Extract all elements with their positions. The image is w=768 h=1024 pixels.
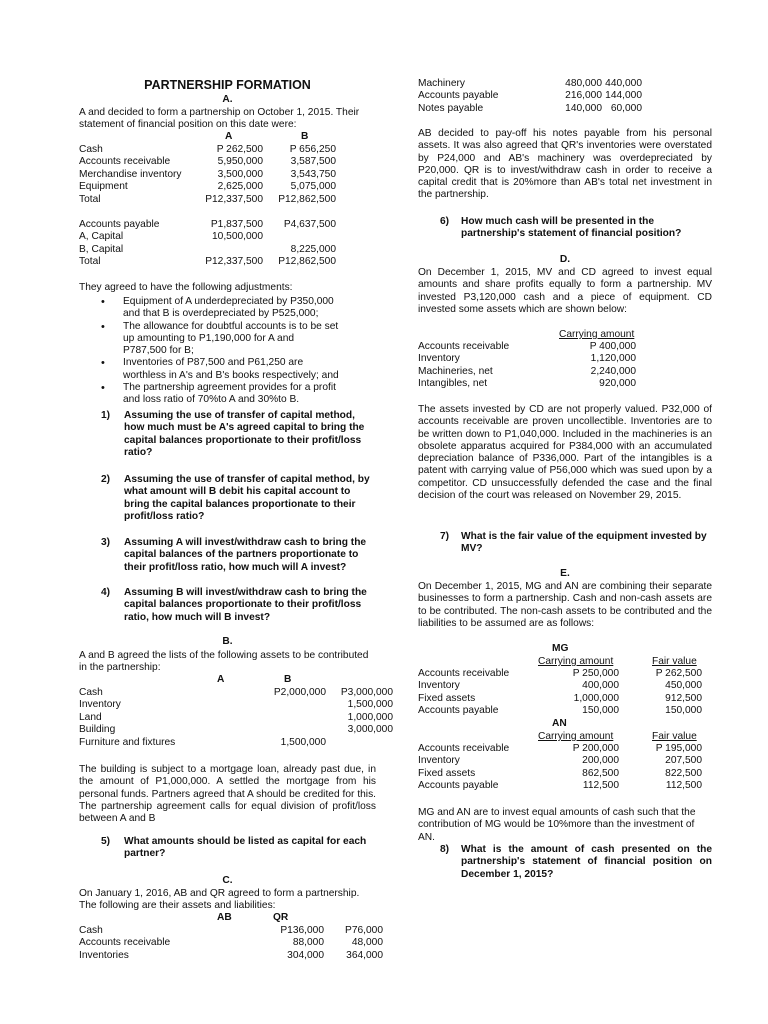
table-row [79,169,376,181]
table-row [79,181,376,193]
row-value-b: 60,000 [610,102,642,114]
row-label: Inventory [418,755,460,767]
row-value-b: 912,500 [665,692,702,704]
table-row [418,743,712,755]
row-value-b: 364,000 [346,949,383,961]
section-c-table-part1 [79,912,383,972]
question-text: What amounts should be listed as capital for each partner? [124,836,367,860]
question-text: What is the fair value of the equipment invested by MV? [461,531,707,555]
col-header-qr: QR [273,912,289,923]
table-row [418,680,712,692]
row-label: Accounts payable [79,219,160,230]
row-value-b: 112,500 [665,780,702,792]
adjustment-item: • Equipment of A underdepreciated by P350,000 and that B is overdepreciated by P525,000; [79,296,339,321]
section-b-paragraph: The building is subject to a mortgage loan, already past due, in the amount of P1,000,000. A settled the mortgage from his personal funds. Partners agreed that A should be credited for this. The partnership agreement calls for equal division of profit/loss between A and B [79,764,376,825]
table-row [418,378,712,390]
row-value-a: P 262,500 [216,144,263,155]
table-row [418,341,712,353]
row-value-a: P2,000,000 [273,687,326,698]
row-label: Inventory [79,699,121,711]
question-number: 4) [101,587,111,598]
section-a-label: A. [222,94,233,105]
row-value-b: 144,000 [605,90,642,102]
an-heading: AN [552,718,567,729]
row-value-a: 2,625,000 [217,181,263,193]
row-label: Total [79,193,101,205]
table-row [79,244,376,256]
section-c-paragraph: AB decided to pay-off his notes payable from his personal assets. It was also agreed that QR's inventories were overstated by P24,000 and AB's machinery was overdepreciated by P20,000. QR is to invest/withdraw cash in order to receive a capital credit that is 20%more than AB's total net investment in the partnership. [418,128,712,201]
question-number: 3) [101,537,111,548]
col-header-fair: Fair value [652,731,697,742]
section-b-table [79,674,393,754]
col-header-b: B [284,674,292,685]
table-row [418,103,712,115]
row-value-b: 3,587,500 [290,156,336,168]
row-value-b: 3,543,750 [290,168,336,180]
row-value-a: 200,000 [582,755,619,767]
table-row [418,780,712,792]
table-row [79,256,376,268]
table-row [418,668,712,680]
row-label: Accounts payable [418,705,499,717]
row-value-a: P 200,000 [572,743,619,754]
row-value-b: 1,000,000 [347,711,393,723]
question-text: What is the amount of cash presented on the partnership's statement of financial position on December 1, 2015? [461,844,712,880]
adjustment-item: • The partnership agreement provides for a profit and loss ratio of 70%to A and 30%to B. [79,382,339,407]
table-row [79,231,376,243]
table-row [418,366,712,378]
page-title: PARTNERSHIP FORMATION [144,78,311,92]
section-e-label: E. [560,568,570,579]
row-label: Accounts receivable [418,743,510,754]
row-value-b: 48,000 [351,937,383,949]
row-label: Accounts receivable [418,668,510,679]
row-value-a: 400,000 [582,680,619,692]
row-label: Building [79,724,116,736]
row-value-b: P76,000 [345,925,383,936]
row-value-a: P12,337,500 [205,256,263,268]
row-label: Cash [79,925,103,936]
row-label: Inventories [79,949,129,961]
row-label: Accounts payable [418,90,499,102]
section-b-label: B. [222,636,233,647]
row-label: Intangibles, net [418,378,488,390]
table-row [79,144,376,156]
row-label: Accounts receivable [79,937,171,949]
section-b-intro: A and B agreed the lists of the following assets to be contributed in the partnership: [79,650,369,674]
row-label: Merchandise inventory [79,168,182,180]
row-value-b: P3,000,000 [340,687,393,698]
row-value-a: P136,000 [280,925,324,936]
row-label: Accounts receivable [79,156,171,168]
section-e-intro: On December 1, 2015, MG and AN are combining their separate businesses to form a partnership. Cash and non-cash assets are to be contributed. The non-cash assets to be contributed and the liabilities to be assumed are as follows: [418,581,712,629]
section-e-table [418,643,712,803]
row-value-b: 1,500,000 [347,699,393,711]
table-row [418,78,712,90]
col-header-a: A [217,674,225,685]
row-value-v: P 400,000 [589,341,636,352]
row-value-v: 2,240,000 [590,365,636,377]
question-text: How much cash will be presented in the partnership's statement of financial position? [461,216,682,240]
row-label: Total [79,256,101,268]
row-value-b: P12,862,500 [278,256,336,268]
row-value-a: 304,000 [287,949,324,961]
question-number: 1) [101,410,111,421]
section-d-table [418,329,712,391]
row-value-a: 480,000 [565,78,602,89]
adjustments-intro: They agreed to have the following adjustments: [79,282,293,293]
table-row [79,194,376,206]
row-label: Accounts receivable [418,341,510,352]
section-a-table [79,131,376,271]
table-row [418,353,712,365]
row-value-b: 3,000,000 [347,724,393,736]
row-value-a: 5,950,000 [217,156,263,168]
table-row [79,737,376,749]
row-value-a: 112,500 [582,780,619,792]
row-label: Machineries, net [418,365,493,377]
section-d-intro: On December 1, 2015, MV and CD agreed to invest equal amounts and share profits equally to form a partnership. MV invested P3,120,000 cash and a piece of equipment. CD invested some assets which are shown below: [418,267,712,315]
row-value-b: P 195,000 [655,743,702,754]
row-value-v: 1,120,000 [590,353,636,365]
section-c-label: C. [222,875,233,886]
row-value-a: 216,000 [565,90,602,102]
row-value-b: 150,000 [665,705,702,717]
table-row [79,156,376,168]
row-value-v: 920,000 [599,378,636,390]
row-value-a: P12,337,500 [205,193,263,205]
table-row [418,768,712,780]
row-label: Notes payable [418,102,484,114]
question-number: 8) [440,844,450,855]
row-value-a: 140,000 [565,102,602,114]
table-row [79,937,383,949]
table-row [418,693,712,705]
question-number: 6) [440,216,450,227]
col-header-b: B [301,131,309,142]
row-label: Furniture and fixtures [79,736,176,748]
row-label: B, Capital [79,243,124,255]
row-label: Machinery [418,78,465,89]
row-value-a: 88,000 [292,937,324,949]
table-row [79,949,383,962]
col-header-carrying: Carrying amount [538,656,614,667]
question-text: Assuming B will invest/withdraw cash to bring the capital balances proportionate to their profit/loss ratio, how much will B invest? [124,587,367,623]
row-label: Equipment [79,181,128,193]
section-d-paragraph: The assets invested by CD are not properly valued. P32,000 of accounts receivable are proven uncollectible. Inventories are to be written down to P1,040,000. Included in the machineries is an obsolete apparatus acquired for P384,000 with an accumulated depreciation balance of P336,000. Part of the intangibles is a patent with carrying value of P56,000 which was sued upon by a competitor. CD unsuccessfully defended the case and the final decision of the court was released on November 29, 2015. [418,404,712,502]
row-value-b: 822,500 [665,767,702,779]
row-label: A, Capital [79,231,124,243]
row-value-b: P 262,500 [655,668,702,679]
table-row [418,90,712,102]
adjustments-list [79,296,339,407]
table-row [418,755,712,767]
table-row [79,711,393,724]
row-label: Land [79,711,102,723]
row-value-a: P1,837,500 [210,219,263,230]
row-value-b: 8,225,000 [290,243,336,255]
row-value-b: 440,000 [605,78,642,89]
row-value-b: 5,075,000 [290,181,336,193]
row-value-a: 1,500,000 [280,736,326,748]
row-value-a: 150,000 [582,705,619,717]
row-value-a: 10,500,000 [212,231,263,243]
col-header-ab: AB [217,912,232,923]
section-c-intro: On January 1, 2016, AB and QR agreed to form a partnership. The following are their assets and liabilities: [79,888,360,912]
row-value-b: 207,500 [665,755,702,767]
section-a-intro: A and decided to form a partnership on October 1, 2015. Their statement of financial position on this date were: [79,107,360,131]
table-row [418,705,712,717]
row-label: Cash [79,687,103,698]
col-header-fair: Fair value [652,656,697,667]
row-label: Fixed assets [418,692,476,704]
adjustment-item: • The allowance for doubtful accounts is to be set up amounting to P1,190,000 for A and P787,500 for B; [79,321,339,358]
row-value-a: 3,500,000 [217,168,263,180]
row-label: Cash [79,144,103,155]
col-header-carrying: Carrying amount [559,329,635,340]
row-value-b: 450,000 [665,680,702,692]
row-label: Accounts payable [418,780,499,792]
row-label: Fixed assets [418,767,476,779]
row-value-a: P 250,000 [572,668,619,679]
question-text: Assuming the use of transfer of capital method, how much must be A's agreed capital to bring the capital balances proportionate to their profit/loss ratio? [124,410,365,458]
row-label: Inventory [418,353,460,365]
question-text: Assuming A will invest/withdraw cash to bring the capital balances of the partners proportionate to their profit/loss ratio, how much will A invest? [124,537,367,573]
table-row [79,925,383,937]
question-text: Assuming the use of transfer of capital method, by what amount will B debit his capital account to bring the capital balances proportionate to their profit/loss ratio? [124,474,370,522]
row-value-b: P 656,250 [289,144,336,155]
adjustment-item: • Inventories of P87,500 and P61,250 are worthless in A's and B's books respectively; and [79,357,339,382]
table-row [79,687,393,699]
col-header-a: A [225,131,233,142]
row-value-a: 862,500 [582,767,619,779]
table-row [79,699,393,711]
col-header-carrying: Carrying amount [538,731,614,742]
question-number: 2) [101,474,111,485]
question-number: 7) [440,531,450,542]
section-c-table-part2 [418,78,712,118]
mg-heading: MG [552,643,569,654]
row-value-a: 1,000,000 [573,692,619,704]
section-d-label: D. [559,254,571,265]
table-row [79,724,393,736]
table-row [79,219,376,231]
section-e-paragraph: MG and AN are to invest equal amounts of cash such that the contribution of MG would be 10%more than the investment of AN. [418,807,696,843]
row-value-b: P12,862,500 [278,193,336,205]
question-number: 5) [101,836,111,847]
row-value-b: P4,637,500 [283,219,336,230]
row-label: Inventory [418,680,460,692]
